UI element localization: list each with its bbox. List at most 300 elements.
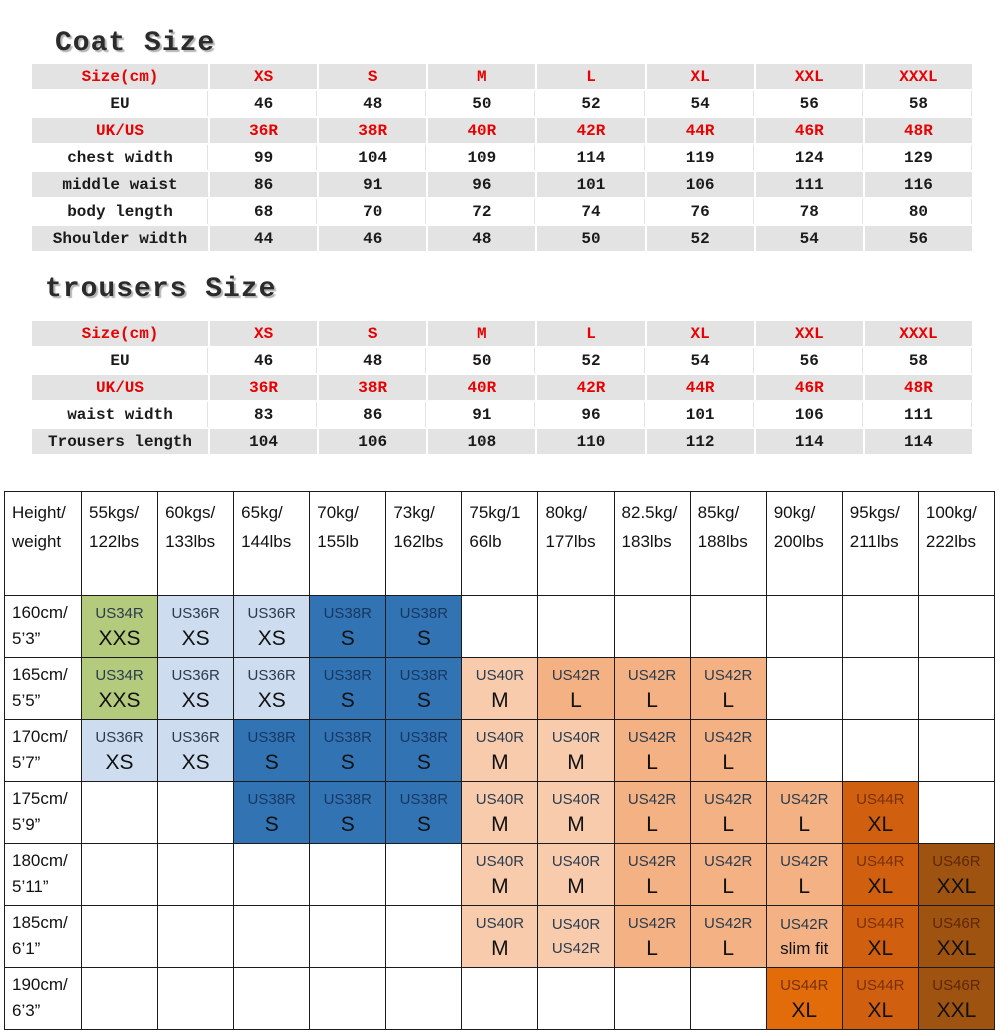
fit-size-text: XS [257,627,286,650]
spec-row [32,402,972,427]
text-line: 165cm/ [12,665,68,684]
fit-size-text: XXS [98,689,141,712]
us-size-text: US42R [780,853,829,870]
corner-header [5,492,82,596]
fit-size-text: L [646,875,658,898]
us-size-text: US42R [703,853,753,870]
value-cell: 48R [865,118,972,143]
weight-col-header [386,492,462,596]
fit-size-text: XS [105,751,134,774]
value-cell: 114 [756,429,863,454]
empty-cell [310,906,386,968]
us-size-text: US40R [475,667,525,684]
text-line: 155lb [317,532,359,551]
height-row-label [5,844,82,906]
size-cell [614,782,690,844]
size-cell [386,782,462,844]
value-cell: 78 [756,199,863,224]
size-cell [918,844,994,906]
value-cell: 70 [319,199,426,224]
fit-size-text: S [264,751,279,774]
empty-cell [234,844,310,906]
value-cell: 58 [865,348,972,373]
us-size-text: US38R [323,605,372,622]
size-col-header: XXXL [865,64,972,89]
fit-size-text: S [340,813,355,836]
size-cell [462,844,538,906]
size-cell [158,720,234,782]
value-cell: 91 [428,402,535,427]
spec-table [30,62,974,253]
size-cell [82,596,158,658]
text-line: weight [12,532,62,551]
fit-size-text: S [416,689,431,712]
empty-cell [842,658,918,720]
text-line: 5’11” [12,877,49,896]
size-cell [462,720,538,782]
size-col-header: L [537,321,644,346]
us-size-text: US44R [856,915,905,932]
value-cell: 106 [319,429,426,454]
fit-size-text: S [416,627,431,650]
text-line: 5’9” [12,815,41,834]
matrix-table [4,491,995,1030]
size-cell [690,720,766,782]
weight-col-header [766,492,842,596]
fit-size-text: XL [867,813,894,836]
row-label: middle waist [32,172,208,197]
fit-size-text: L [646,689,658,712]
text-line: 5’5” [12,691,41,710]
us-size-text: US42R [627,853,677,870]
fit-size-text: XL [867,999,894,1022]
value-cell: 124 [756,145,863,170]
us-size-text: US42R [780,915,829,933]
row-label: Shoulder width [32,226,208,251]
value-cell: 74 [537,199,644,224]
us-size-text: US34R [95,667,144,684]
value-cell: 46 [210,348,317,373]
text-line: 73kg/ [393,503,435,522]
row-label: Trousers length [32,429,208,454]
value-cell: 101 [647,402,754,427]
us-size-text: US42R [703,791,753,808]
spec-row [32,348,972,373]
text-line: 144lbs [241,532,292,551]
us-size-text: US38R [399,605,449,622]
size-cell [234,720,310,782]
fit-size-text: XL [867,937,894,960]
text-line: 66lb [469,532,502,551]
fit-size-text: L [722,751,734,774]
spec-row [32,429,972,454]
size-cell [82,658,158,720]
value-cell: 56 [865,226,972,251]
empty-cell [310,844,386,906]
empty-cell [234,906,310,968]
size-cell [918,906,994,968]
fit-size-text: S [340,751,355,774]
us-size-text: US42R [627,915,677,932]
size-cell [614,844,690,906]
empty-cell [82,782,158,844]
size-cell [234,658,310,720]
value-cell: 48R [865,375,972,400]
value-cell: 86 [210,172,317,197]
coat-size-title: Coat Size [55,28,216,59]
value-cell: 72 [428,199,535,224]
size-cell [766,906,842,968]
weight-col-header [234,492,310,596]
value-cell: 54 [756,226,863,251]
us-size-text: US46R [932,915,981,932]
empty-cell [158,844,234,906]
size-cell [690,658,766,720]
value-cell: 42R [537,375,644,400]
row-label: body length [32,199,208,224]
matrix-row [5,906,995,968]
us-size-text: US44R [856,791,905,808]
fit-size-text: M [567,875,585,898]
size-cell [538,782,614,844]
text-line: 122lbs [89,532,140,551]
size-unit-header: Size(cm) [32,321,208,346]
value-cell: 52 [537,91,644,116]
value-cell: 42R [537,118,644,143]
value-cell: 38R [319,118,426,143]
size-cell [462,658,538,720]
spec-row [32,226,972,251]
empty-cell [918,720,994,782]
us-size-text: US40R [551,791,601,808]
size-cell [918,968,994,1030]
value-cell: 46 [210,91,317,116]
value-cell: 48 [319,348,426,373]
empty-cell [538,596,614,658]
empty-cell [918,782,994,844]
spec-row [32,145,972,170]
row-label: UK/US [32,375,208,400]
us-size-text: US42R [780,791,829,808]
spec-header-row [32,64,972,89]
row-label: EU [32,348,208,373]
size-cell [158,596,234,658]
us-size-text: US42R [703,729,753,746]
size-cell [614,658,690,720]
empty-cell [462,596,538,658]
empty-cell [462,968,538,1030]
size-cell [690,906,766,968]
height-row-label [5,720,82,782]
value-cell: 96 [428,172,535,197]
text-line: 82.5kg/ [621,503,678,522]
us-size-text: US46R [932,853,981,870]
value-cell: 38R [319,375,426,400]
value-cell: 46R [756,118,863,143]
fit-size-text: L [722,813,734,836]
matrix-row [5,968,995,1030]
empty-cell [386,968,462,1030]
value-cell: 44 [210,226,317,251]
size-cell [842,782,918,844]
value-cell: 50 [428,348,535,373]
text-line: 170cm/ [12,727,68,746]
fit-size-text: L [722,875,734,898]
size-col-header: XL [647,321,754,346]
value-cell: 36R [210,375,317,400]
empty-cell [918,596,994,658]
us-size-text: US42R [703,667,753,684]
us-size-text: US40R [551,853,601,870]
empty-cell [918,658,994,720]
text-line: Height/ [12,503,66,522]
empty-cell [158,968,234,1030]
empty-cell [234,968,310,1030]
size-col-header: M [428,321,535,346]
row-label: waist width [32,402,208,427]
row-label: EU [32,91,208,116]
empty-cell [766,658,842,720]
row-label: UK/US [32,118,208,143]
value-cell: 54 [647,91,754,116]
fit-size-text: slim fit [780,938,829,958]
us-size-text: US40R [551,729,601,746]
text-line: 133lbs [165,532,216,551]
weight-col-header [614,492,690,596]
fit-size-text: M [491,875,509,898]
text-line: 90kg/ [773,503,816,522]
size-cell [538,720,614,782]
us-size-text: US38R [399,791,449,808]
text-line: 175cm/ [12,789,68,808]
size-cell [158,658,234,720]
us-size-text: US36R [95,729,144,746]
value-cell: 83 [210,402,317,427]
value-cell: 86 [319,402,426,427]
us-size-text: US38R [399,729,449,746]
text-line: 222lbs [925,532,976,551]
text-line: 100kg/ [925,503,977,522]
fit-size-text: S [340,627,355,650]
us-size-text: US40R [475,791,525,808]
size-cell [690,844,766,906]
height-row-label [5,658,82,720]
height-row-label [5,782,82,844]
us-size-text: US42R [551,667,601,684]
size-col-header: XS [210,64,317,89]
spec-row [32,91,972,116]
text-line: 75kg/1 [469,503,521,522]
fit-size-text: XXL [936,937,977,960]
value-cell: 111 [865,402,972,427]
empty-cell [310,968,386,1030]
text-line: 185cm/ [12,913,68,932]
text-line: 188lbs [697,532,748,551]
size-col-header: XXXL [865,321,972,346]
text-line: 5’3” [12,629,41,648]
value-cell: 106 [756,402,863,427]
value-cell: 52 [537,348,644,373]
fit-size-text: S [264,813,279,836]
value-cell: 58 [865,91,972,116]
value-cell: 76 [647,199,754,224]
fit-size-text: L [798,813,811,836]
value-cell: 80 [865,199,972,224]
fit-size-text: XXL [936,999,977,1022]
fit-size-text: XS [257,689,286,712]
height-weight-size-matrix [4,491,995,1030]
empty-cell [842,596,918,658]
empty-cell [766,720,842,782]
spec-row [32,172,972,197]
trousers-size-title: trousers Size [45,274,277,305]
weight-col-header [310,492,386,596]
us-size-text: US40R [475,729,525,746]
empty-cell [690,596,766,658]
size-cell [842,906,918,968]
empty-cell [614,596,690,658]
empty-cell [614,968,690,1030]
fit-size-text: L [798,875,811,898]
fit-size-text: S [340,689,355,712]
size-cell [310,720,386,782]
us-size-text: US36R [247,605,296,622]
value-cell: 104 [319,145,426,170]
matrix-row [5,596,995,658]
size-cell [538,906,614,968]
us-size-text: US36R [171,729,220,746]
matrix-row [5,658,995,720]
us-size-text: US44R [856,853,905,870]
text-line: 60kgs/ [165,503,216,522]
size-cell [386,720,462,782]
size-col-header: XL [647,64,754,89]
fit-size-text: L [722,689,734,712]
value-cell: 112 [647,429,754,454]
fit-size-text: US42R [551,939,601,957]
spec-header-row [32,321,972,346]
empty-cell [82,906,158,968]
fit-size-text: XS [181,627,210,650]
value-cell: 101 [537,172,644,197]
fit-size-text: M [567,813,585,836]
weight-col-header [538,492,614,596]
value-cell: 91 [319,172,426,197]
us-size-text: US40R [551,915,601,933]
text-line: 5’7” [12,753,41,772]
size-cell [82,720,158,782]
empty-cell [158,906,234,968]
value-cell: 104 [210,429,317,454]
value-cell: 109 [428,145,535,170]
fit-size-text: XL [867,875,894,898]
size-cell [690,782,766,844]
value-cell: 50 [537,226,644,251]
text-line: 160cm/ [12,603,68,622]
value-cell: 44R [647,375,754,400]
us-size-text: US40R [475,915,525,932]
value-cell: 68 [210,199,317,224]
empty-cell [842,720,918,782]
empty-cell [386,906,462,968]
size-col-header: S [319,64,426,89]
text-line: 183lbs [621,532,672,551]
weight-col-header [462,492,538,596]
size-cell [386,658,462,720]
spec-row [32,118,972,143]
value-cell: 111 [756,172,863,197]
weight-col-header [690,492,766,596]
spec-row [32,199,972,224]
us-size-text: US42R [627,729,677,746]
us-size-text: US36R [171,667,220,684]
empty-cell [386,844,462,906]
value-cell: 36R [210,118,317,143]
value-cell: 108 [428,429,535,454]
row-label: chest width [32,145,208,170]
empty-cell [766,596,842,658]
fit-size-text: M [567,751,585,774]
value-cell: 106 [647,172,754,197]
fit-size-text: L [646,751,658,774]
value-cell: 46 [319,226,426,251]
size-cell [766,968,842,1030]
size-col-header: XXL [756,321,863,346]
text-line: 211lbs [849,532,899,551]
height-row-label [5,968,82,1030]
us-size-text: US42R [703,915,753,932]
size-col-header: L [537,64,644,89]
value-cell: 46R [756,375,863,400]
spec-table [30,319,974,456]
weight-col-header [158,492,234,596]
size-cell [310,658,386,720]
us-size-text: US38R [323,667,372,684]
value-cell: 40R [428,375,535,400]
value-cell: 44R [647,118,754,143]
us-size-text: US38R [399,667,449,684]
text-line: 6’3” [12,1001,41,1020]
size-unit-header: Size(cm) [32,64,208,89]
empty-cell [690,968,766,1030]
size-cell [234,596,310,658]
size-cell [766,844,842,906]
us-size-text: US42R [627,667,677,684]
text-line: 190cm/ [12,975,68,994]
text-line: 162lbs [393,532,444,551]
fit-size-text: XS [181,751,210,774]
size-cell [310,782,386,844]
height-row-label [5,596,82,658]
empty-cell [158,782,234,844]
size-col-header: M [428,64,535,89]
size-cell [842,968,918,1030]
size-cell [538,844,614,906]
value-cell: 48 [319,91,426,116]
value-cell: 96 [537,402,644,427]
fit-size-text: S [416,751,431,774]
us-size-text: US44R [780,977,829,994]
weight-col-header [918,492,994,596]
us-size-text: US38R [323,791,372,808]
us-size-text: US36R [247,667,296,684]
fit-size-text: L [646,813,658,836]
size-cell [614,906,690,968]
empty-cell [82,968,158,1030]
text-line: 180cm/ [12,851,68,870]
size-cell [386,596,462,658]
text-line: 80kg/ [545,503,588,522]
